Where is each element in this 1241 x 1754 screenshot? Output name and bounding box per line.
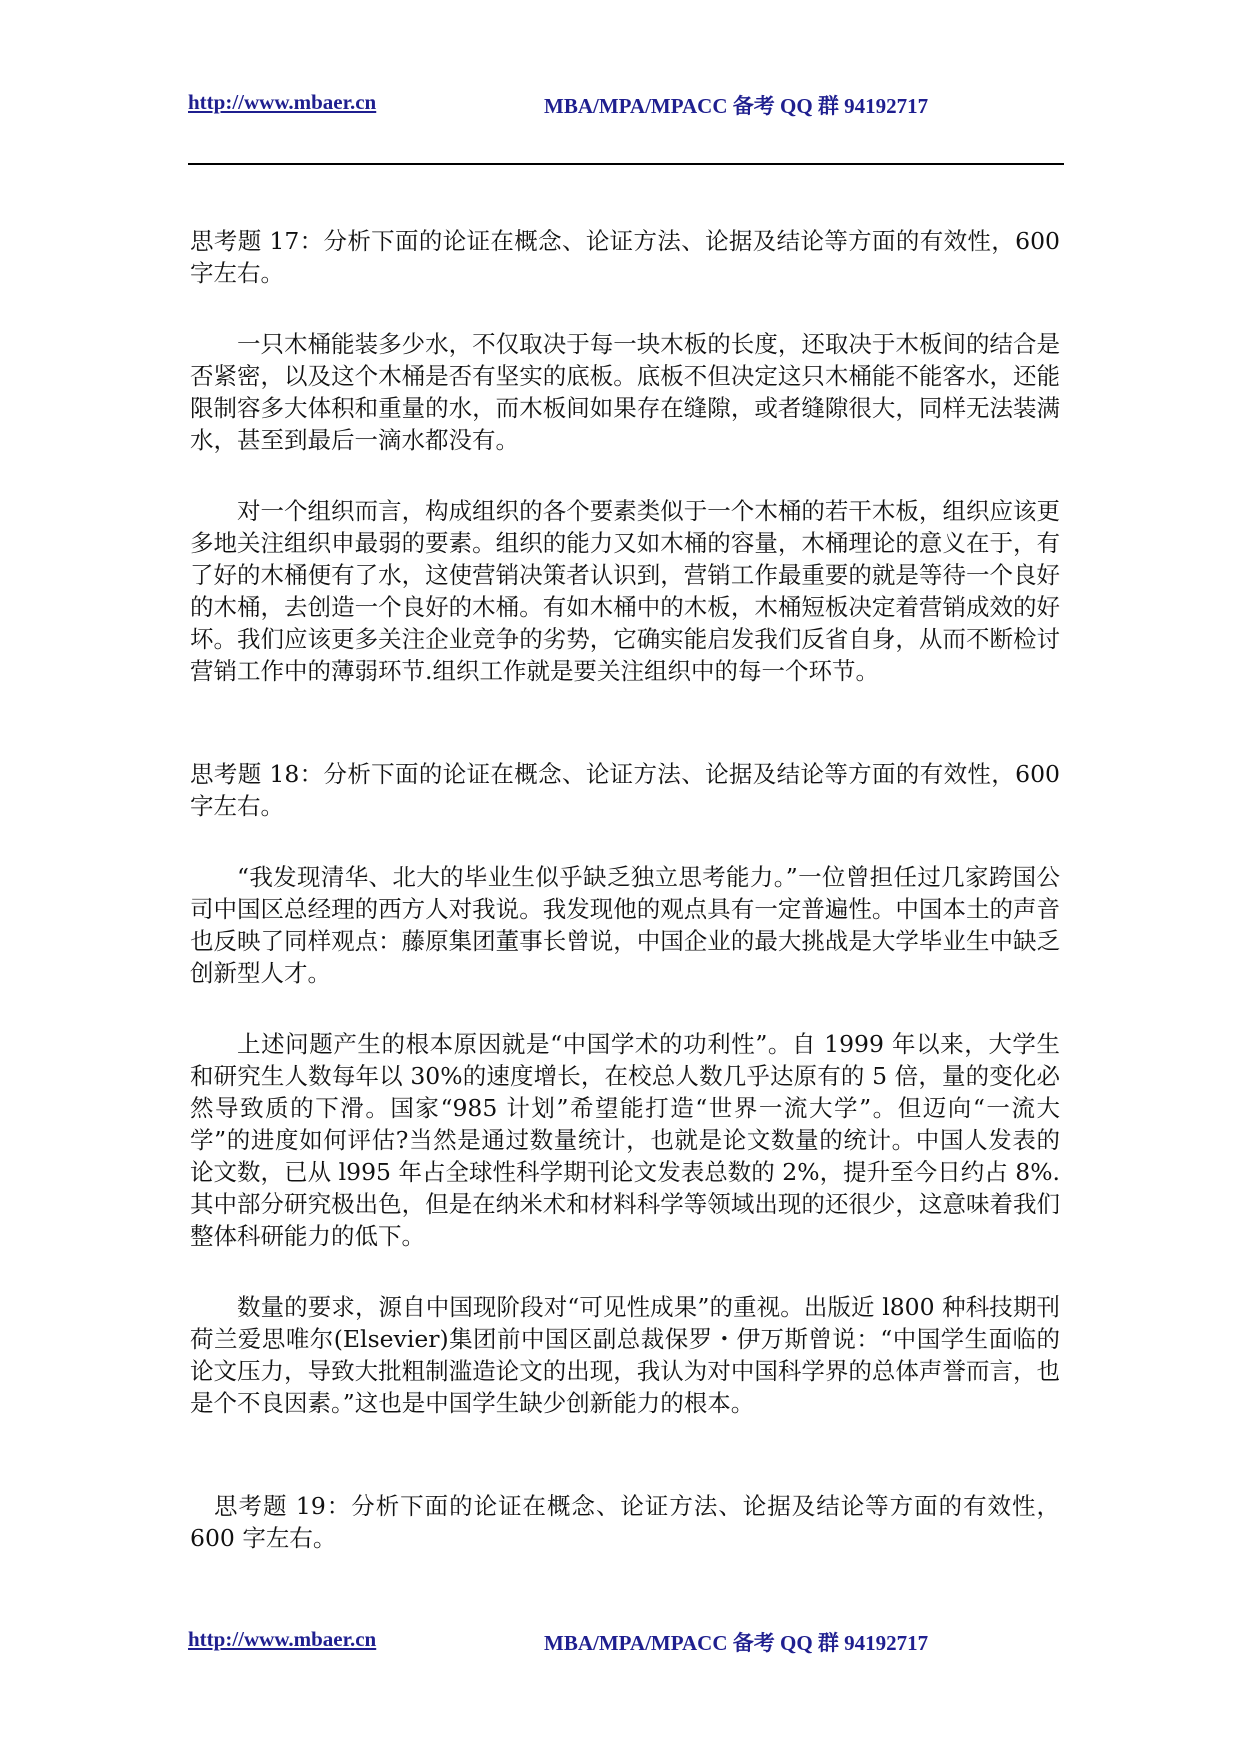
q18-title: 思考题 18：分析下面的论证在概念、论证方法、论据及结论等方面的有效性，600字左右。 xyxy=(190,760,1060,820)
q19-title: 思考题 19：分析下面的论证在概念、论证方法、论据及结论等方面的有效性，600 字左右。 xyxy=(190,1492,1060,1552)
q18-paragraph-1: “我发现清华、北大的毕业生似乎缺乏独立思考能力。”一位曾担任过几家跨国公司中国区总经理的西方人对我说。我发现他的观点具有一定普遍性。中国本土的声音也反映了同样观点：藤原集团董事长曾说，中国企业的最大挑战是大学毕业生中缺乏创新型人才。 xyxy=(190,863,1060,987)
footer-url-link[interactable]: http://www.mbaer.cn xyxy=(188,1627,377,1651)
q17-paragraph-1: 一只木桶能装多少水，不仅取决于每一块木板的长度，还取决于木板间的结合是否紧密，以及这个木桶是否有坚实的底板。底板不但决定这只木桶能不能客水，还能限制容多大体积和重量的水，而木板间如果存在缝隙，或者缝隙很大，同样无法装满水，甚至到最后一滴水都没有。 xyxy=(190,330,1060,454)
header-url-link[interactable]: http://www.mbaer.cn xyxy=(188,90,377,114)
q17-paragraph-2: 对一个组织而言，构成组织的各个要素类似于一个木桶的若干木板，组织应该更多地关注组织申最弱的要素。组织的能力又如木桶的容量，木桶理论的意义在于，有了好的木桶便有了水，这使营销决策者认识到，营销工作最重要的就是等待一个良好的木桶，去创造一个良好的木桶。有如木桶中的木板，木桶短板决定着营销成效的好坏。我们应该更多关注企业竞争的劣势，它确实能启发我们反省自身，从而不断检讨营销工作中的薄弱环节.组织工作就是要关注组织中的每一个环节。 xyxy=(190,497,1060,685)
q18-paragraph-3: 数量的要求，源自中国现阶段对“可见性成果”的重视。出版近 l800 种科技期刊荷兰爱思唯尔(Elsevier)集团前中国区副总裁保罗・伊万斯曾说：“中国学生面临的论文压力，导致大批粗制滥造论文的出现，我认为对中国科学界的总体声誉而言，也是个不良因素。”这也是中国学生缺少创新能力的根本。 xyxy=(190,1293,1060,1417)
document-body xyxy=(190,225,1060,1554)
page-header xyxy=(0,90,1241,120)
q18-paragraph-2: 上述问题产生的根本原因就是“中国学术的功利性”。自 1999 年以来，大学生和研究生人数每年以 30%的速度增长，在校总人数几乎达原有的 5 倍，量的变化必然导致质的下滑。国家“985 计划”希望能打造“世界一流大学”。但迈向“一流大学”的进度如何评估?当然是通过数量统计，也就是论文数量的统计。中国人发表的论文数，已从 l995 年占全球性科学期刊论文发表总数的 2%，提升至今日约占 8%.其中部分研究极出色，但是在纳米术和材料科学等领域出现的还很少，这意味着我们整体科研能力的低下。 xyxy=(190,1030,1060,1250)
page-footer xyxy=(0,1627,1241,1657)
header-divider xyxy=(188,163,1064,165)
q17-title: 思考题 17：分析下面的论证在概念、论证方法、论据及结论等方面的有效性，600字左右。 xyxy=(190,227,1060,287)
footer-qq-group: MBA/MPA/MPACC 备考 QQ 群 94192717 xyxy=(544,1631,929,1655)
header-qq-group: MBA/MPA/MPACC 备考 QQ 群 94192717 xyxy=(544,94,929,118)
